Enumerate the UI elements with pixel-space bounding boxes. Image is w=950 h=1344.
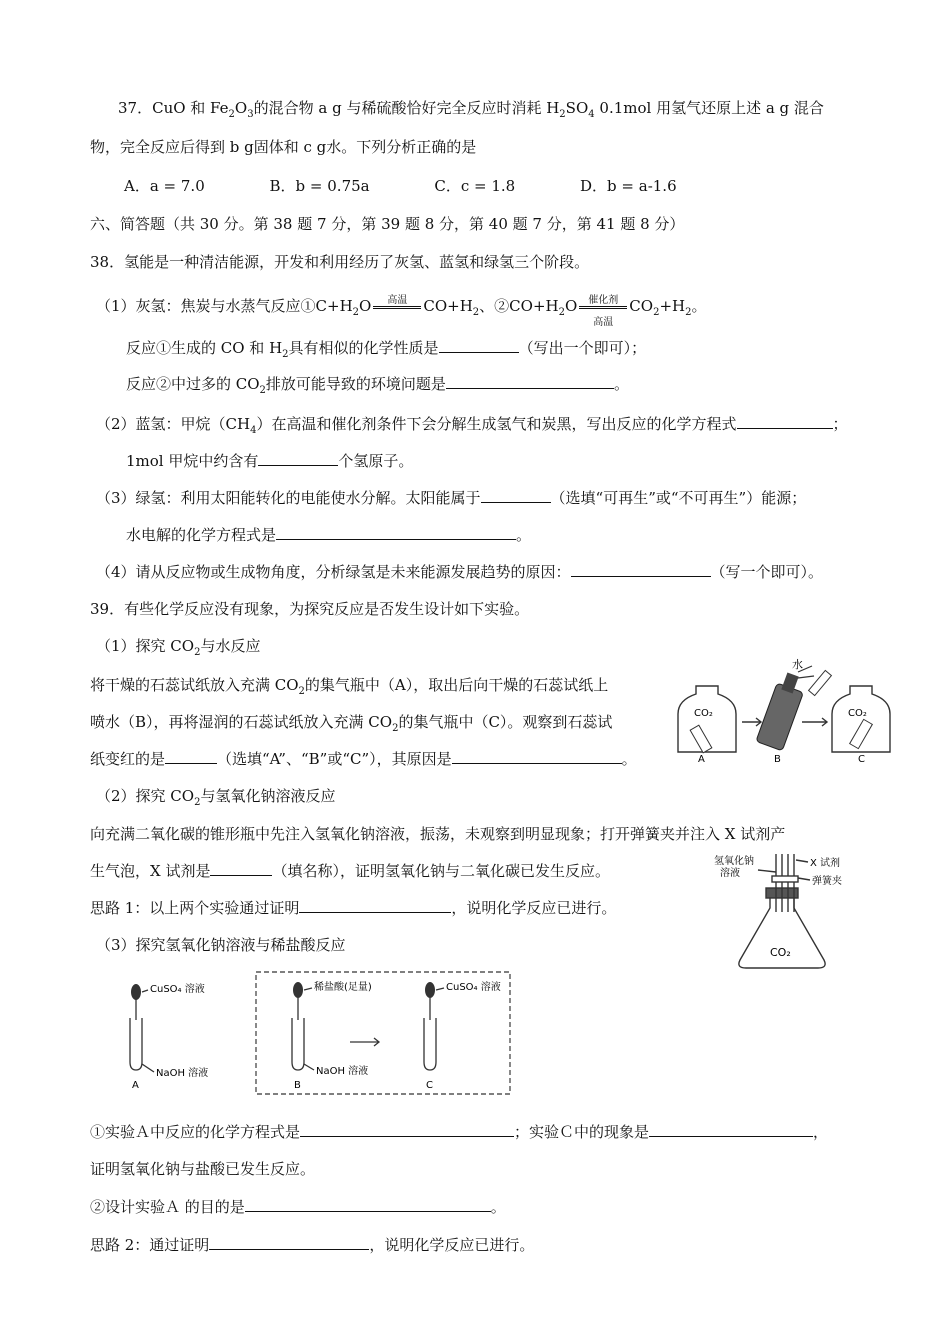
q39-s2-title: （2）探究 $CO_2$与氢氧化钠溶液反应 [96,787,336,808]
q39-idea1: 思路 1：以上两个实验通过证明 ，说明化学反应已进行。 [90,899,617,917]
naoh-label-b: NaOH 溶液 [316,1066,369,1077]
answer-blank[interactable] [258,451,338,466]
answer-blank[interactable] [209,1235,369,1250]
conical-flask-figure [712,850,872,976]
q38-intro: 38．氢能是一种清洁能源，开发和利用经历了灰氢、蓝氢和绿氢三个阶段。 [90,253,590,271]
co2-label-a: CO₂ [694,708,713,719]
q39-s2-line2: 生气泡，X 试剂是 （填名称），证明氢氧化钠与二氧化碳已发生反应。 [90,862,610,880]
option-b[interactable]: B．b = 0.75a [269,177,370,195]
answer-blank[interactable] [452,749,622,764]
option-d[interactable]: D．b = a-1.6 [580,177,677,195]
litmus-paper-c [850,719,873,748]
litmus-experiment-figure [676,656,916,768]
answer-blank[interactable] [481,488,551,503]
x-reagent-label: X 试剂 [810,858,841,869]
q39-s1-line2: 喷水（B），再将湿润的石蕊试纸放入充满 $CO_2$的集气瓶中（C）。观察到石蕊试 [90,713,613,734]
label-b: B [774,754,781,765]
spring-clip [772,876,798,882]
answer-blank[interactable] [571,562,711,577]
naoh-label-a: NaOH 溶液 [156,1068,209,1079]
label-b: B [294,1080,301,1091]
q39-intro: 39．有些化学反应没有现象，为探究反应是否发生设计如下实验。 [90,600,530,618]
q38-p2-line2: 1mol 甲烷中约含有 个氢原子。 [126,452,414,470]
litmus-paper-b [809,670,832,695]
q39-s1-title: （1）探究 $CO_2$与水反应 [96,637,261,658]
answer-blank[interactable] [245,1197,491,1212]
q39-s3-line3: ②设计实验Ａ 的目的是 。 [90,1198,506,1216]
answer-blank[interactable] [299,898,451,913]
section-6-heading: 六、简答题（共 30 分。第 38 题 7 分，第 39 题 8 分，第 40 题 7 分，第 41 题 8 分） [90,215,685,233]
q38-p3-line1: （3）绿氢：利用太阳能转化的电能使水分解。太阳能属于 （选填“可再生”或“不可再生”）能源； [96,489,807,507]
spring-clip-label: 弹簧夹 [812,876,842,887]
reaction-arrow-1: 高温 [371,297,423,317]
q39-s3-title: （3）探究氢氧化钠溶液与稀盐酸反应 [96,936,346,954]
q38-p1-line3: 反应②中过多的 $CO_2$排放可能导致的环境问题是 。 [126,375,629,396]
answer-blank[interactable] [737,414,833,429]
q37-stem-line2: 物，完全反应后得到 b g固体和 c g水。下列分析正确的是 [90,138,477,156]
q39-s3-line2: 证明氢氧化钠与盐酸已发生反应。 [90,1160,316,1178]
answer-blank[interactable] [649,1122,813,1137]
naoh-label: 氢氧化钠 [714,856,754,867]
q39-s1-line1: 将干燥的石蕊试纸放入充满 $CO_2$的集气瓶中（A），取出后向干燥的石蕊试纸上 [90,676,609,697]
test-tube-b [292,1018,304,1070]
test-tube-figure [118,968,518,1098]
hcl-label: 稀盐酸(足量) [314,982,372,993]
answer-blank[interactable] [300,1122,514,1137]
dropper-c [425,982,435,998]
q38-p2-line1: （2）蓝氢：甲烷$(CH_4)$在高温和催化剂条件下会分解生成氢气和炭黑，写出反应的化学方程式 ； [96,415,848,436]
answer-blank[interactable] [165,749,217,764]
litmus-paper-a [690,725,712,753]
q38-p1-equations: （1）灰氢：焦炭与水蒸气反应$①C+H_2O$ 高温 $CO+H_2$、$②CO+H_2O$ 催化剂 高温 $CO_2+H_2$。 [96,295,707,328]
cuso4-label-c: CuSO₄ 溶液 [446,982,501,993]
answer-blank[interactable] [210,861,272,876]
co2-label-c: CO₂ [848,708,867,719]
cuso4-label-a: CuSO₄ 溶液 [150,984,205,995]
answer-blank[interactable] [276,525,516,540]
q37-options [124,176,737,196]
q38-p4: （4）请从反应物或生成物角度，分析绿氢是未来能源发展趋势的原因： （写一个即可）。 [96,563,824,581]
test-tube-c [424,1018,436,1070]
reaction-arrow-2: 催化剂 高温 [577,297,629,317]
answer-blank[interactable] [439,338,519,353]
label-c: C [858,754,865,765]
answer-blank[interactable] [446,374,614,389]
q39-s3-line1: ①实验Ａ中反应的化学方程式是 ；实验Ｃ中的现象是 ， [90,1123,829,1141]
option-c[interactable]: C．c = 1.8 [434,177,516,195]
spray-bottle [756,666,814,751]
co2-label: CO₂ [770,946,791,959]
option-a[interactable]: A．a = 7.0 [124,177,205,195]
test-tube-a [130,1018,142,1070]
q37-stem-line1: 37．CuO 和 $Fe_2O_3$的混合物 a g 与稀硫酸恰好完全反应时消耗 $H_2SO_4$ 0.1mol 用氢气还原上述 a g 混合 [118,99,824,120]
q39-idea2: 思路 2：通过证明 ，说明化学反应已进行。 [90,1236,535,1254]
dropper-a [131,984,141,1000]
label-a: A [132,1080,139,1091]
dropper-b [293,982,303,998]
q39-s2-line1: 向充满二氧化碳的锥形瓶中先注入氢氧化钠溶液，振荡，未观察到明显现象；打开弹簧夹并注入 X 试剂产 [90,825,786,843]
label-a: A [698,754,705,765]
label-c: C [426,1080,433,1091]
q38-p1-line2: 反应①生成的 CO 和 $H_2$具有相似的化学性质是 （写出一个即可）； [126,339,647,360]
q38-p3-line2: 水电解的化学方程式是 。 [126,526,532,544]
water-label: 水 [792,658,803,671]
q39-s1-line3: 纸变红的是 （选填“A”、“B”或“C”），其原因是 。 [90,750,637,768]
naoh-label-2: 溶液 [720,868,740,879]
